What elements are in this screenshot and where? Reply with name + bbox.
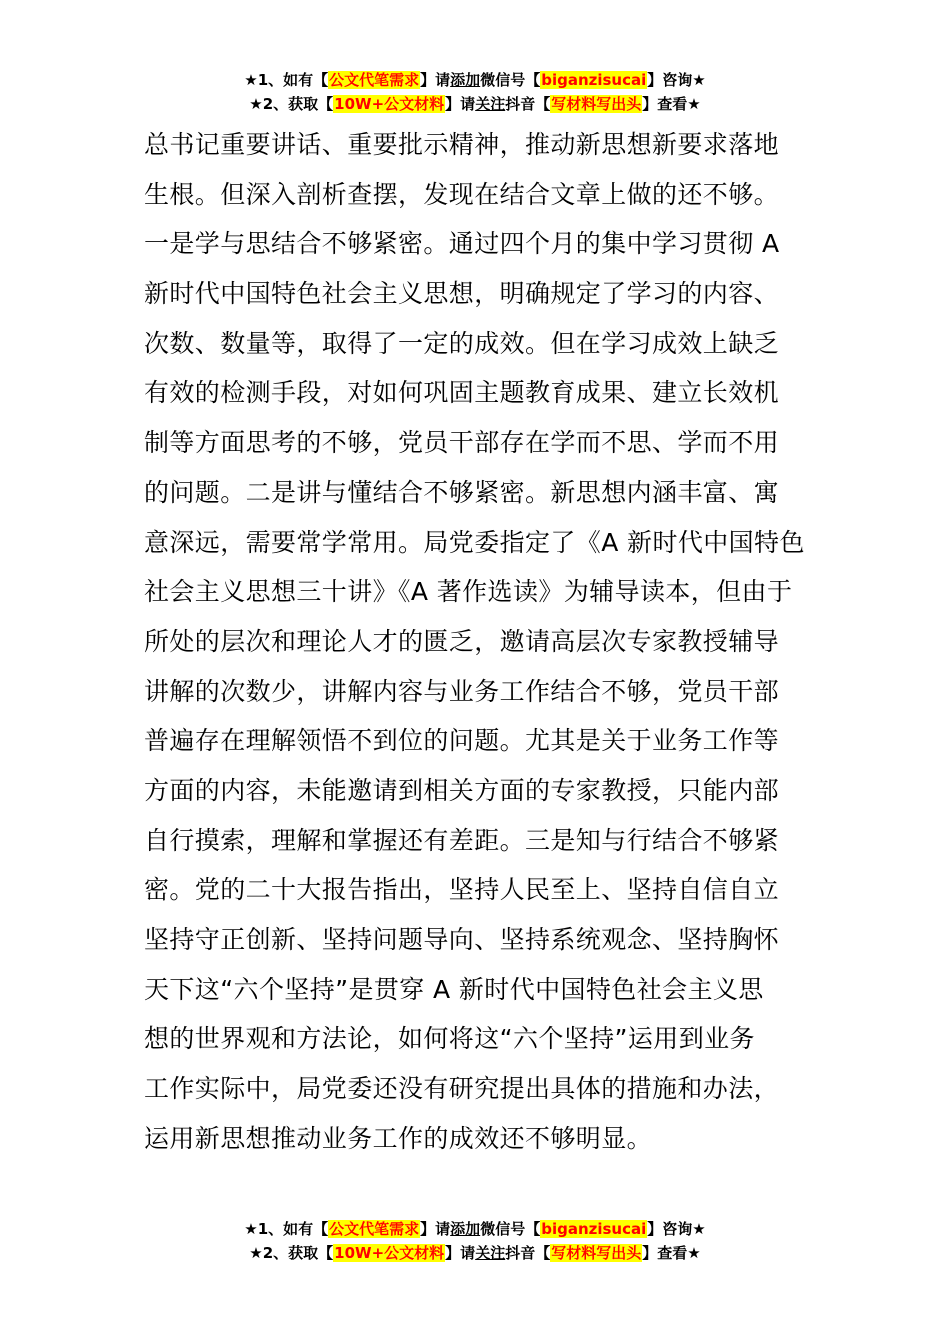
highlight-materials: 10W+公文材料: [334, 95, 445, 113]
text-line: 生根。但深入剖析查摆，发现在结合文章上做的还不够。: [144, 179, 780, 209]
text-line: 的问题。二是讲与懂结合不够紧密。新思想内涵丰富、寓: [144, 477, 780, 507]
banner-text: 】请: [445, 1244, 476, 1262]
banner-line-2: [0, 1241, 950, 1265]
banner-text: 微信号【: [480, 1220, 541, 1238]
text-line: 工作实际中，局党委还没有研究提出具体的措施和办法，: [144, 1074, 780, 1104]
banner-line-1: [0, 1217, 950, 1241]
banner-text: 】请: [445, 95, 476, 113]
highlight-wechat-id: biganzisucai: [541, 71, 647, 89]
underlined-text: 关注: [475, 95, 506, 113]
text-line: 坚持守正创新、坚持问题导向、坚持系统观念、坚持胸怀: [144, 925, 780, 954]
star-icon: ★: [249, 1244, 263, 1262]
banner-text: 】查看: [642, 95, 688, 113]
highlight-service: 公文代笔需求: [329, 71, 420, 89]
header-banner: [0, 68, 950, 116]
document-body: [144, 120, 814, 1163]
text-line: 总书记重要讲话、重要批示精神，推动新思想新要求落地: [144, 130, 780, 159]
text-line: 新时代中国特色社会主义思想，明确规定了学习的内容、: [144, 279, 780, 309]
text-line: 一是学与思结合不够紧密。通过四个月的集中学习贯彻 A: [144, 229, 780, 259]
underlined-text: 添加: [450, 71, 481, 89]
text-line: 社会主义思想三十讲》《A 著作选读》为辅导读本，但由于: [144, 577, 793, 607]
star-icon: ★: [692, 1220, 706, 1238]
star-icon: ★: [692, 71, 706, 89]
banner-text: 】请: [420, 71, 451, 89]
banner-text: 】咨询: [647, 1220, 693, 1238]
banner-text: 抖音【: [505, 95, 551, 113]
banner-text: 抖音【: [505, 1244, 551, 1262]
footer-banner: [0, 1217, 950, 1265]
banner-line-1: [0, 68, 950, 92]
highlight-douyin-name: 写材料写出头: [551, 95, 642, 113]
banner-text: 2、获取【: [262, 1244, 334, 1262]
text-line: 所处的层次和理论人才的匮乏，邀请高层次专家教授辅导: [144, 626, 780, 656]
text-line: 想的世界观和方法论，如何将这“六个坚持”运用到业务: [144, 1024, 755, 1054]
banner-text: 1、如有【: [257, 1220, 329, 1238]
star-icon: ★: [249, 95, 263, 113]
text-line: 意深远，需要常学常用。局党委指定了《A 新时代中国特色: [144, 527, 805, 557]
text-line: 天下这“六个坚持”是贯穿 A 新时代中国特色社会主义思: [144, 974, 764, 1004]
text-line: 普遍存在理解领悟不到位的问题。尤其是关于业务工作等: [144, 726, 780, 756]
star-icon: ★: [687, 1244, 701, 1262]
star-icon: ★: [244, 71, 258, 89]
banner-text: 】咨询: [647, 71, 693, 89]
text-line: 方面的内容，未能邀请到相关方面的专家教授，只能内部: [144, 775, 780, 805]
text-line: 密。党的二十大报告指出，坚持人民至上、坚持自信自立: [144, 875, 780, 905]
highlight-wechat-id: biganzisucai: [541, 1220, 647, 1238]
highlight-materials: 10W+公文材料: [334, 1244, 445, 1262]
highlight-service: 公文代笔需求: [329, 1220, 420, 1238]
text-line: 自行摸索，理解和掌握还有差距。三是知与行结合不够紧: [144, 825, 780, 855]
banner-text: 1、如有【: [257, 71, 329, 89]
text-line: 运用新思想推动业务工作的成效还不够明显。: [144, 1123, 653, 1153]
banner-text: 微信号【: [480, 71, 541, 89]
star-icon: ★: [244, 1220, 258, 1238]
banner-text: 】请: [420, 1220, 451, 1238]
banner-text: 2、获取【: [262, 95, 334, 113]
banner-text: 】查看: [642, 1244, 688, 1262]
text-line: 讲解的次数少，讲解内容与业务工作结合不够，党员干部: [144, 676, 780, 706]
star-icon: ★: [687, 95, 701, 113]
text-line: 次数、数量等，取得了一定的成效。但在学习成效上缺乏: [144, 328, 780, 358]
text-line: 有效的检测手段，对如何巩固主题教育成果、建立长效机: [144, 378, 780, 408]
banner-line-2: [0, 92, 950, 116]
underlined-text: 关注: [475, 1244, 506, 1262]
highlight-douyin-name: 写材料写出头: [551, 1244, 642, 1262]
underlined-text: 添加: [450, 1220, 481, 1238]
text-line: 制等方面思考的不够，党员干部存在学而不思、学而不用: [144, 428, 780, 458]
